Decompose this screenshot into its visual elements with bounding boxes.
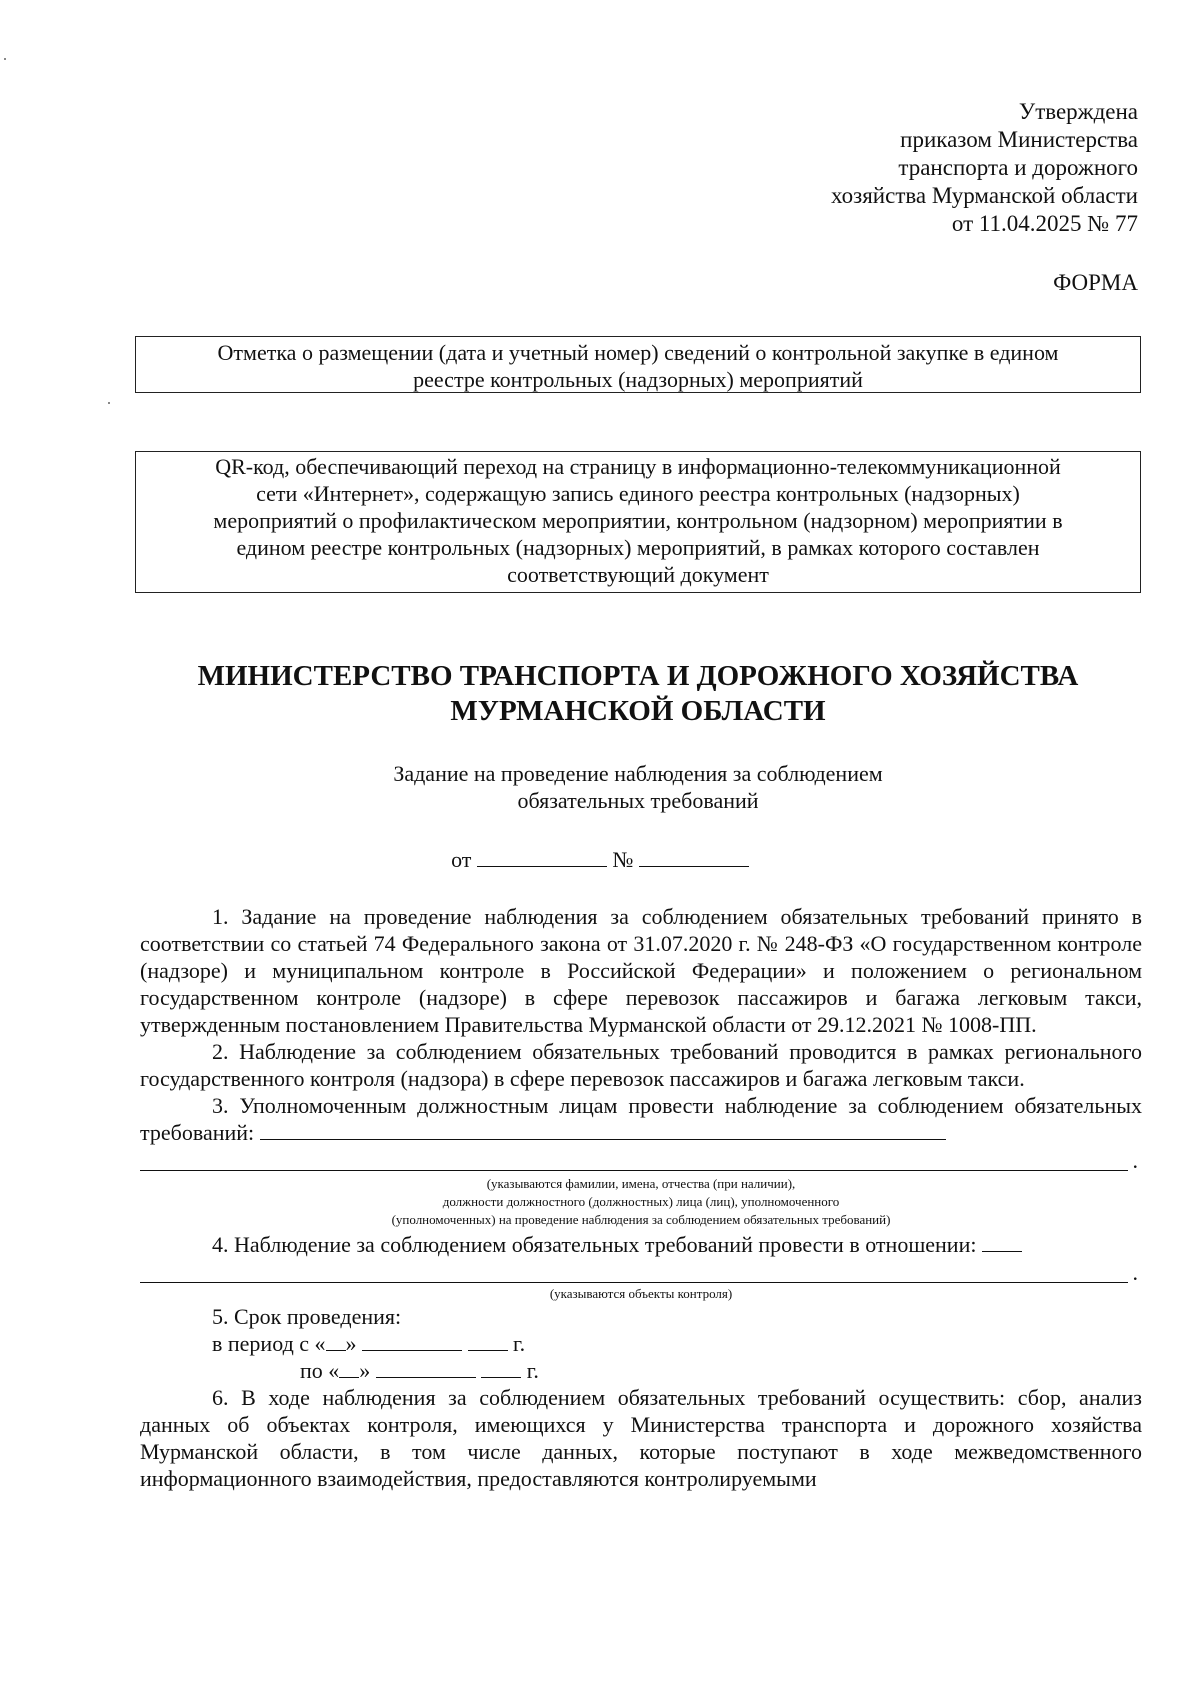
box-line: соответствующий документ	[507, 562, 769, 587]
approval-stamp	[718, 98, 1138, 238]
box-line: Отметка о размещении (дата и учетный номер) сведений о контрольной закупке в едином	[217, 340, 1059, 365]
period-from-label: в период с «	[212, 1331, 326, 1356]
task-title-line: Задание на проведение наблюдения за соблюдением	[393, 761, 883, 786]
ministry-title	[135, 659, 1141, 729]
approval-line: от 11.04.2025 № 77	[951, 211, 1138, 236]
period-to-row	[140, 1357, 1142, 1384]
day-blank	[326, 1330, 346, 1351]
approval-line: Утверждена	[1018, 99, 1138, 124]
box-line: QR-код, обеспечивающий переход на страницу в информационно-телекоммуникационной	[215, 454, 1061, 479]
period-title: 5. Срок проведения:	[212, 1304, 402, 1329]
scan-speck	[4, 58, 6, 60]
form-label: ФОРМА	[1053, 270, 1138, 295]
task-title-line: обязательных требований	[517, 788, 759, 813]
approval-line: транспорта и дорожного	[898, 155, 1138, 180]
caption-line: (уполномоченных) на проведение наблюдения за соблюдением обязательных требований)	[391, 1212, 891, 1227]
objects-blank	[982, 1231, 1022, 1252]
quote-close: »	[345, 1331, 357, 1356]
quote-close: »	[359, 1358, 371, 1383]
box-line: едином реестре контрольных (надзорных) мероприятий, в рамках которого составлен	[236, 535, 1040, 560]
number-blank	[639, 846, 749, 867]
approval-line: хозяйства Мурманской области	[831, 183, 1138, 208]
box-line: сети «Интернет», содержащую запись единого реестра контрольных (надзорных)	[256, 481, 1020, 506]
day-blank	[339, 1357, 359, 1378]
officials-caption	[140, 1175, 1142, 1229]
box-line: реестре контрольных (надзорных) мероприятий	[413, 367, 863, 392]
qr-code-box	[135, 451, 1141, 593]
document-body	[140, 903, 1142, 1492]
year-label: г.	[526, 1358, 539, 1383]
officials-blank-line: .	[140, 1146, 1128, 1171]
caption-line: (указываются фамилии, имена, отчества (при наличии),	[486, 1176, 796, 1191]
paragraph-3	[140, 1092, 1142, 1146]
paragraph-4-text: 4. Наблюдение за соблюдением обязательных требований провести в отношении:	[212, 1232, 977, 1257]
date-blank	[477, 846, 607, 867]
box-line: мероприятий о профилактическом мероприятии, контрольном (надзорном) мероприятии в	[213, 508, 1063, 533]
period-from-row	[140, 1330, 1142, 1357]
paragraph-4	[140, 1231, 1142, 1258]
caption-line: должности должностного (должностных) лица (лиц), уполномоченного	[442, 1194, 840, 1209]
year-blank	[481, 1357, 521, 1378]
month-blank	[376, 1357, 476, 1378]
month-blank	[362, 1330, 462, 1351]
paragraph-6: 6. В ходе наблюдения за соблюдением обязательных требований осуществить: сбор, анализ данных об объектах контроля, имеющихся у Министерства транспорта и дорожного хозяйства Мурманской области, в том числе данных, которые поступают в ходе межведомственного информационного взаимодействия, предоставляются контролируемыми	[140, 1385, 1142, 1491]
paragraph-1: 1. Задание на проведение наблюдения за соблюдением обязательных требований принято в соответствии со статьей 74 Федерального закона от 31.07.2020 г. № 248-ФЗ «О государственном контроле (надзоре) и муниципальном контроле в Российской Федерации» и положением о региональном государственном контроле (надзоре) в сфере перевозок пассажиров и багажа легковым такси, утвержденным постановлением Правительства Мурманской области от 29.12.2021 № 1008-ПП.	[140, 904, 1142, 1037]
paragraph-2: 2. Наблюдение за соблюдением обязательных требований проводится в рамках регионального государственного контроля (надзора) в сфере перевозок пассажиров и багажа легковым такси.	[140, 1039, 1142, 1091]
officials-blank	[260, 1119, 946, 1140]
task-title	[135, 760, 1141, 814]
paragraph-3-text: 3. Уполномоченным должностным лицам провести наблюдение за соблюдением обязательных требований:	[140, 1093, 1142, 1145]
ministry-line: МИНИСТЕРСТВО ТРАНСПОРТА И ДОРОЖНОГО ХОЗЯЙСТВА	[197, 660, 1079, 692]
period-to-label: по «	[300, 1358, 340, 1383]
registry-mark-box	[135, 336, 1141, 393]
approval-line: приказом Министерства	[900, 127, 1138, 152]
number-label: №	[612, 847, 634, 872]
year-label: г.	[513, 1331, 526, 1356]
date-label: от	[451, 847, 472, 872]
year-blank	[468, 1330, 508, 1351]
objects-blank-line: .	[140, 1258, 1128, 1283]
date-number-line	[0, 846, 1200, 873]
scan-speck	[108, 402, 110, 404]
objects-caption: (указываются объекты контроля)	[549, 1286, 733, 1301]
ministry-line: МУРМАНСКОЙ ОБЛАСТИ	[450, 695, 826, 727]
